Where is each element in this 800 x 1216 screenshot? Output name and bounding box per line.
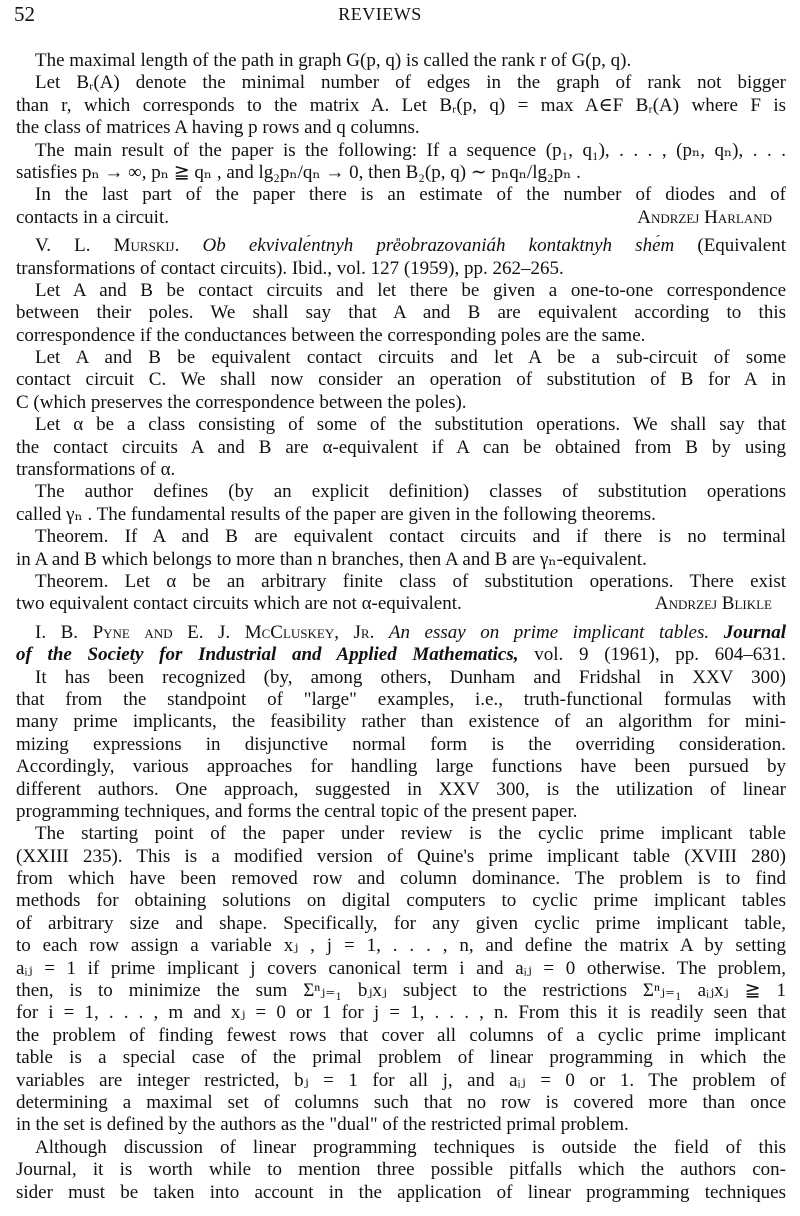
text-line	[16, 526, 786, 548]
text-line-content: contact circuit C. We shall now consider an operation of substitution of B for A in	[16, 369, 786, 391]
review-entry	[16, 235, 786, 616]
text-line-content: The author defines (by an explicit definition) classes of substitution operations	[35, 481, 786, 503]
text-line	[16, 280, 786, 302]
text-line	[16, 689, 786, 711]
journal-name: of the Society for Industrial and Applied Mathematics,	[16, 644, 519, 666]
text-line-content: C (which preserves the correspondence between the poles).	[16, 391, 467, 413]
text-line	[16, 734, 786, 756]
text-line	[16, 369, 786, 391]
text-line	[16, 140, 786, 162]
review-entry	[16, 622, 786, 1204]
text-line	[16, 1137, 786, 1159]
text-line-content: sider must be taken into account in the application of linear programming techniques	[16, 1181, 786, 1203]
text-line	[16, 711, 786, 733]
text-line	[16, 868, 786, 890]
text-line	[16, 1047, 786, 1069]
text-line-content: satisfies pₙ → ∞, pₙ ≧ qₙ , and lg₂pₙ/qₙ → 0, then B₂(p, q) ∼ pₙqₙ/lg₂pₙ .	[16, 161, 581, 183]
text-line	[16, 117, 786, 139]
text-line	[16, 437, 786, 459]
text-line	[16, 162, 786, 184]
reviewer-signature: Andrzej Harland	[637, 206, 772, 228]
text-line-content: The main result of the paper is the following: If a sequence (p₁, q₁), . . . , (pₙ, qₙ), . . .	[35, 139, 786, 161]
text-line-content: then, is to minimize the sum Σⁿⱼ₌₁ bⱼxⱼ subject to the restrictions Σⁿⱼ₌₁ aᵢⱼxⱼ ≧ 1	[16, 980, 786, 1002]
text-line	[16, 459, 786, 481]
text-line-content: the problem of finding fewest rows that cover all columns of a cyclic prime implicant	[16, 1024, 786, 1046]
text-line-content: The starting point of the paper under review is the cyclic prime implicant table	[35, 823, 786, 845]
text-line	[16, 756, 786, 778]
text-line	[16, 414, 786, 436]
text-line-content: of arbitrary size and shape. Specifically, for any given cyclic prime implicant table,	[16, 912, 786, 934]
page-number: 52	[14, 2, 35, 26]
text-line-content: Theorem. If A and B are equivalent contact circuits and if there is no terminal	[35, 526, 786, 548]
text-line-content: Let Bᵣ(A) denote the minimal number of edges in the graph of rank not bigger	[35, 72, 786, 94]
text-line	[16, 481, 786, 503]
text-line-content: than r, which corresponds to the matrix A. Let Bᵣ(p, q) = max A∈F Bᵣ(A) where F is	[16, 94, 786, 116]
text-line-content: programming techniques, and forms the central topic of the present paper.	[16, 800, 578, 822]
text-line	[16, 72, 786, 94]
journal-name: Journal	[723, 621, 786, 643]
text-line	[16, 95, 786, 117]
text-line	[16, 347, 786, 369]
text-line-content: Let A and B be contact circuits and let there be given a one-to-one correspondence	[35, 279, 786, 301]
running-title: REVIEWS	[338, 4, 422, 24]
text-line	[16, 890, 786, 912]
text-line-content: contacts in a circuit.	[16, 206, 169, 228]
text-line-content: for i = 1, . . . , m and xⱼ = 0 or 1 for j = 1, . . . , n. From this it is readily seen that	[16, 1002, 786, 1024]
text-line	[16, 1002, 786, 1024]
text-line	[16, 207, 786, 229]
text-line	[16, 1182, 786, 1204]
citation-text: vol. 9 (1961), pp. 604–631.	[534, 644, 786, 666]
text-line	[16, 1159, 786, 1181]
text-line-content: In the last part of the paper there is an estimate of the number of diodes and of	[35, 184, 786, 206]
text-line-content: The maximal length of the path in graph G(p, q) is called the rank r of G(p, q).	[35, 50, 632, 71]
text-line	[16, 593, 786, 615]
text-line-content: Journal, it is worth while to mention three possible pitfalls which the authors con-	[16, 1159, 786, 1181]
text-line	[16, 571, 786, 593]
text-line-content: that from the standpoint of "large" examples, i.e., truth-functional formulas with	[16, 688, 786, 710]
text-line	[16, 846, 786, 868]
text-line	[16, 1025, 786, 1047]
text-line	[16, 50, 786, 72]
text-line	[16, 302, 786, 324]
document-body	[16, 50, 786, 1210]
text-line	[16, 325, 786, 347]
text-line-content: transformations of α.	[16, 459, 176, 481]
text-line	[16, 184, 786, 206]
text-line-content: correspondence if the conductances between the corresponding poles are the same.	[16, 324, 646, 346]
text-line-content: Let α be a class consisting of some of the substitution operations. We shall say that	[35, 414, 786, 436]
review-heading-line	[16, 235, 786, 257]
text-line	[16, 667, 786, 689]
text-line	[16, 1114, 786, 1136]
text-line-content: called γₙ . The fundamental results of the paper are given in the following theorems.	[16, 503, 656, 525]
text-line-content: between their poles. We shall say that A and B are equivalent according to this	[16, 302, 786, 324]
text-line	[16, 1070, 786, 1092]
text-line-content: Accordingly, various approaches for handling large functions have been pursued by	[16, 756, 786, 778]
text-line-content: the contact circuits A and B are α-equivalent if A can be obtained from B by using	[16, 436, 786, 458]
review-author: I. B. Pyne and E. J. McCluskey, Jr.	[35, 621, 375, 643]
text-line-content: determining a maximal set of columns such that no row is covered more than once	[16, 1091, 786, 1113]
review-author: V. L. Murskij.	[35, 235, 180, 257]
text-line-content: different authors. One approach, suggested in XXV 300, is the utilization of linear	[16, 778, 786, 800]
text-line-content: methods for obtaining solutions on digital computers to cyclic prime implicant tables	[16, 890, 786, 912]
text-line-content: aᵢⱼ = 1 if prime implicant j covers canonical term i and aᵢⱼ = 0 otherwise. The problem,	[16, 957, 786, 979]
text-line	[16, 1092, 786, 1114]
review-heading-line	[16, 622, 786, 644]
review-heading-line: transformations of contact circuits). Ibid., vol. 127 (1959), pp. 262–265.	[16, 257, 564, 279]
reviewer-signature: Andrzej Blikle	[654, 593, 772, 615]
text-line-content: in the set is defined by the authors as the "dual" of the restricted primal problem.	[16, 1114, 629, 1136]
review-heading-line	[16, 644, 786, 666]
text-line	[16, 801, 786, 823]
text-line-content: mizing expressions in disjunctive normal form is the overriding consideration.	[16, 733, 786, 755]
text-line	[16, 913, 786, 935]
text-line	[16, 392, 786, 414]
review-entry	[16, 50, 786, 229]
text-line	[16, 549, 786, 571]
text-line-content: to each row assign a variable xⱼ , j = 1, . . . , n, and define the matrix A by setting	[16, 935, 786, 957]
text-line	[16, 935, 786, 957]
text-line	[16, 504, 786, 526]
reviewed-title: An essay on prime implicant tables.	[388, 621, 710, 643]
text-line-content: Theorem. Let α be an arbitrary finite class of substitution operations. There exist	[35, 570, 786, 592]
text-line	[16, 779, 786, 801]
text-line-content: two equivalent contact circuits which are not α-equivalent.	[16, 593, 462, 615]
reviewed-title: Ob ekvivalе́ntnyh pre̎obrazovaniáh kontaktnyh shе́m	[202, 235, 675, 257]
text-line-content: from which have been removed row and column dominance. The problem is to find	[16, 868, 786, 890]
text-line-content: It has been recognized (by, among others, Dunham and Fridshal in XXV 300)	[35, 666, 786, 688]
text-line-content: Although discussion of linear programming techniques is outside the field of this	[35, 1136, 786, 1158]
text-line	[16, 980, 786, 1002]
text-line-content: the class of matrices A having p rows and q columns.	[16, 117, 420, 139]
text-line-content: variables are integer restricted, bⱼ = 1 for all j, and aᵢⱼ = 0 or 1. The problem of	[16, 1069, 786, 1091]
text-line-content: in A and B which belongs to more than n branches, then A and B are γₙ-equivalent.	[16, 548, 647, 570]
text-line-content: many prime implicants, the feasibility rather than existence of an algorithm for mini-	[16, 711, 786, 733]
text-line-content: Let A and B be equivalent contact circuits and let A be a sub-circuit of some	[35, 347, 786, 369]
text-line-content: (XXIII 235). This is a modified version of Quine's prime implicant table (XVIII 280)	[16, 845, 786, 867]
citation-text: (Equivalent	[697, 235, 786, 257]
text-line	[16, 958, 786, 980]
text-line	[16, 823, 786, 845]
text-line-content: table is a special case of the primal problem of linear programming in which the	[16, 1047, 786, 1069]
